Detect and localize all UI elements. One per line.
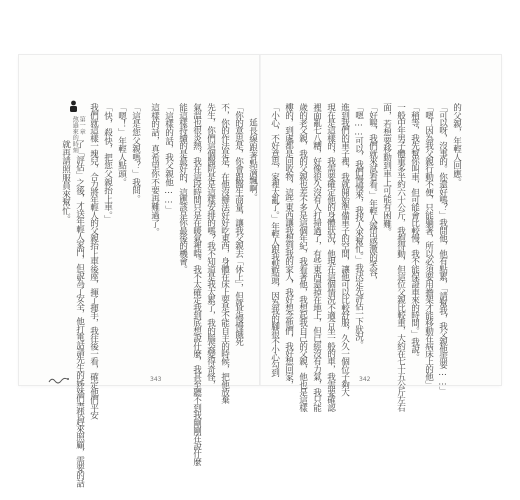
- right-paragraph-line-7: 「好喔，我們就來試看看。」年輕人露出感激的笑容，: [367, 103, 378, 284]
- right-paragraph-line-12: 歲的老父親，我的父親也差不多是這個年紀，我看著他，我想起我自己的父親，他也是這樣: [297, 103, 308, 411]
- right-paragraph-line-6: 面，若想要移動到車上可能有困難。: [381, 103, 392, 236]
- book-gutter: [259, 55, 261, 385]
- right-paragraph-line-1: 的父親，年輕人回應。: [451, 103, 462, 187]
- left-paragraph-line-1: 延長線跟著點滴飄啊。: [247, 118, 258, 202]
- chapter-label: 第一章: [78, 116, 86, 135]
- left-dialogue-line-5: 了「評估」之後，才送年輕人家門，但說為了安全，他打電話請先生的姊妹們盡快趕來照顧，需要的話: [74, 140, 85, 487]
- left-paragraph-line-7: 「這樣的話，我父親他……」: [163, 103, 174, 214]
- left-dialogue-line-4: 我們就這樣一塊兒，合力將年輕人的父親抬上車後座，揮了揮手，我往後一看，確定他們平安: [88, 103, 99, 419]
- chapter-person-icon: [67, 100, 80, 113]
- publisher-logo-icon: [48, 376, 70, 384]
- right-paragraph-line-4: 「稍等，我先幫你叫車，但可能會比較慢，我不能保證車來的時間。」我說。: [409, 103, 420, 361]
- right-paragraph-line-2: 「可以呀，沒事的。你還好嗎？」我問他，他有點累，「請幫我，我父親他需要……」: [437, 103, 448, 395]
- right-paragraph-line-10: 現在是這樣的，我需要確定他的身體狀況，他現在這個情況不適合坐一般的車，我需要確認: [325, 103, 336, 411]
- left-paragraph-line-5: 氣溫也很炎熱，我在這段時間只是在暖氣裡喘。我不太確定我到底想說什麼，我甚至聽不到我剛剛在說什麼: [191, 103, 202, 465]
- left-dialogue-line-2: 「嗯！」年輕人點頭。: [116, 103, 127, 187]
- right-page-number: 342: [359, 376, 371, 383]
- left-paragraph-line-2: 「你的意思是，你會跟醫生商量，讓我父親去「休上」，但就是慢慢餓死: [233, 103, 244, 346]
- left-paragraph-line-3: 不，你的作法是是，在他沒辦法好好吃東西，身體在床上要是不能自主的時候，把他放棄: [219, 103, 230, 404]
- right-paragraph-line-5: 一般中年男子體重多半約六十公斤，我抱得動，但這位父親比較重，大約在七十五公斤左右: [395, 103, 406, 411]
- left-dialogue-line-1: 「這是您父親嗎？」我問。: [130, 103, 141, 203]
- right-paragraph-line-3: 「嗯！因為我父親行動不便，只能躺著，所以必須要用擔架才能移動在病床上的他」: [423, 103, 434, 388]
- left-dialogue-line-3: 「快，殺快，把您父親抬上車。」: [102, 103, 113, 224]
- left-paragraph-line-6: 能這樣持續的是最好的，這應該是你最後的機會。: [177, 103, 188, 273]
- left-page-number: 343: [150, 376, 162, 383]
- chapter-subtitle: 熬過來的時刻: [71, 116, 79, 154]
- right-paragraph-line-13: 樓的，到處都是回收物，這些東西讓我想到我的家人，我好想念他們，我好想回家，: [283, 103, 294, 388]
- right-paragraph-line-8: 「嗯……可以，我們慢慢來，我找人來幫忙。」我決定先評估一下狀況。: [353, 103, 364, 348]
- left-dialogue-line-6: 就再請照服員來幫忙。: [60, 140, 71, 224]
- left-paragraph-line-4: 先生，你們這個醫院是是這樣安排的嗎？我不知道是我太累了，我的腦袋變得奇怪，: [205, 103, 216, 388]
- right-paragraph-line-11: 裡面亂七八糟，好像很久沒有人打掃過了，有些東西還掉在地上，但已經沒有力氣，我只能: [311, 103, 322, 411]
- right-paragraph-line-9: 進到我們的車子裡，我就開始準備車子的空間，讓他可以比較舒服，久久一個位子夠大: [339, 103, 350, 396]
- left-paragraph-line-8: 這樣的話，真希望你不要再難過了。: [149, 103, 160, 236]
- right-paragraph-line-14: 「小心，不好意思，家裡太亂了。」年輕人跟我點點頭，因為我的腳很不小心勾到: [269, 103, 280, 376]
